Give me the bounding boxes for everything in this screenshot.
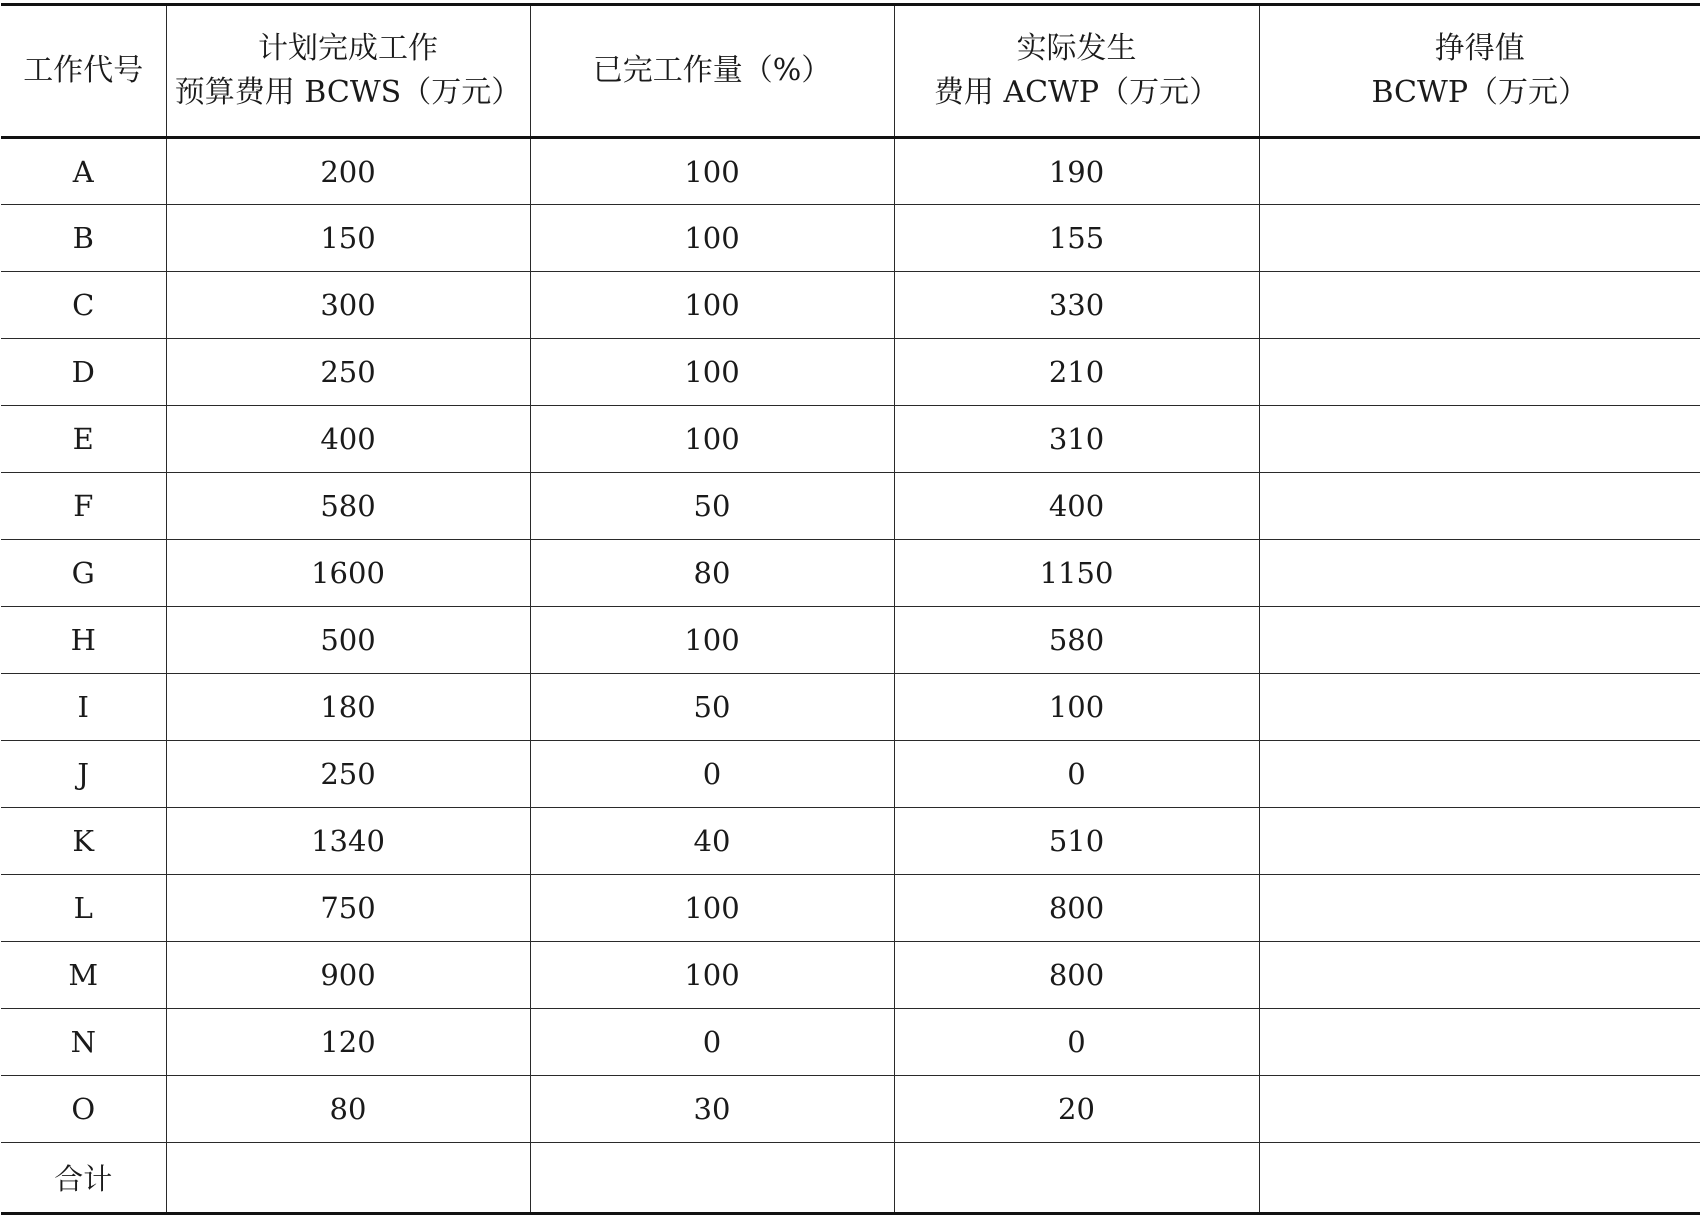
total-bcws-cell xyxy=(166,1143,530,1214)
completed-percent-cell: 0 xyxy=(530,741,894,808)
acwp-cell: 155 xyxy=(894,205,1259,272)
bcws-cell: 80 xyxy=(166,1076,530,1143)
bcws-cell: 250 xyxy=(166,339,530,406)
header-work-code xyxy=(1,5,166,138)
work-code-cell: F xyxy=(1,473,166,540)
bcwp-cell xyxy=(1259,1076,1700,1143)
bcws-cell: 1600 xyxy=(166,540,530,607)
acwp-cell: 400 xyxy=(894,473,1259,540)
bcwp-cell xyxy=(1259,540,1700,607)
table-row xyxy=(1,272,1700,339)
total-acwp-cell xyxy=(894,1143,1259,1214)
header-bcwp-line2: BCWP（万元） xyxy=(1371,75,1589,110)
table-row xyxy=(1,540,1700,607)
completed-percent-cell: 50 xyxy=(530,473,894,540)
work-code-cell: I xyxy=(1,674,166,741)
table-row xyxy=(1,205,1700,272)
bcwp-cell xyxy=(1259,138,1700,205)
work-code-cell: K xyxy=(1,808,166,875)
work-code-cell: B xyxy=(1,205,166,272)
completed-percent-cell: 100 xyxy=(530,607,894,674)
header-work-code-line1: 工作代号 xyxy=(23,53,144,88)
header-acwp xyxy=(894,5,1259,138)
work-code-cell: M xyxy=(1,942,166,1009)
table-row xyxy=(1,1009,1700,1076)
completed-percent-cell: 40 xyxy=(530,808,894,875)
table-row xyxy=(1,1076,1700,1143)
acwp-cell: 510 xyxy=(894,808,1259,875)
completed-percent-cell: 30 xyxy=(530,1076,894,1143)
header-acwp-line2: 费用 ACWP（万元） xyxy=(933,75,1220,110)
work-code-cell: O xyxy=(1,1076,166,1143)
bcws-cell: 580 xyxy=(166,473,530,540)
completed-percent-cell: 100 xyxy=(530,138,894,205)
earned-value-table xyxy=(1,3,1700,1215)
acwp-cell: 310 xyxy=(894,406,1259,473)
acwp-cell: 1150 xyxy=(894,540,1259,607)
header-bcws xyxy=(166,5,530,138)
acwp-cell: 0 xyxy=(894,1009,1259,1076)
work-code-cell: E xyxy=(1,406,166,473)
table-row xyxy=(1,406,1700,473)
acwp-cell: 20 xyxy=(894,1076,1259,1143)
header-bcws-line1: 计划完成工作 xyxy=(258,31,438,66)
bcwp-cell xyxy=(1259,607,1700,674)
table-row xyxy=(1,942,1700,1009)
table-row xyxy=(1,875,1700,942)
work-code-cell: C xyxy=(1,272,166,339)
bcwp-cell xyxy=(1259,674,1700,741)
table-row xyxy=(1,607,1700,674)
completed-percent-cell: 50 xyxy=(530,674,894,741)
acwp-cell: 190 xyxy=(894,138,1259,205)
bcws-cell: 750 xyxy=(166,875,530,942)
bcws-cell: 1340 xyxy=(166,808,530,875)
bcwp-cell xyxy=(1259,205,1700,272)
header-acwp-line1: 实际发生 xyxy=(1016,31,1137,66)
bcwp-cell xyxy=(1259,808,1700,875)
table-row xyxy=(1,473,1700,540)
header-bcwp-line1: 挣得值 xyxy=(1434,31,1525,66)
work-code-cell: H xyxy=(1,607,166,674)
bcwp-cell xyxy=(1259,875,1700,942)
bcws-cell: 500 xyxy=(166,607,530,674)
work-code-cell: A xyxy=(1,138,166,205)
table-row xyxy=(1,674,1700,741)
completed-percent-cell: 100 xyxy=(530,942,894,1009)
completed-percent-cell: 100 xyxy=(530,339,894,406)
total-bcwp-cell xyxy=(1259,1143,1700,1214)
completed-percent-cell: 100 xyxy=(530,205,894,272)
completed-percent-cell: 0 xyxy=(530,1009,894,1076)
completed-percent-cell: 100 xyxy=(530,272,894,339)
bcws-cell: 180 xyxy=(166,674,530,741)
bcws-cell: 300 xyxy=(166,272,530,339)
bcwp-cell xyxy=(1259,473,1700,540)
acwp-cell: 800 xyxy=(894,875,1259,942)
completed-percent-cell: 100 xyxy=(530,875,894,942)
header-completed-percent-line1: 已完工作量（%） xyxy=(592,53,832,88)
bcws-cell: 250 xyxy=(166,741,530,808)
work-code-cell: G xyxy=(1,540,166,607)
table-body xyxy=(1,138,1700,1214)
acwp-cell: 800 xyxy=(894,942,1259,1009)
table-row xyxy=(1,339,1700,406)
table-row xyxy=(1,138,1700,205)
bcws-cell: 900 xyxy=(166,942,530,1009)
table-row xyxy=(1,741,1700,808)
acwp-cell: 210 xyxy=(894,339,1259,406)
bcwp-cell xyxy=(1259,406,1700,473)
work-code-cell: J xyxy=(1,741,166,808)
acwp-cell: 100 xyxy=(894,674,1259,741)
bcwp-cell xyxy=(1259,272,1700,339)
completed-percent-cell: 100 xyxy=(530,406,894,473)
work-code-cell: L xyxy=(1,875,166,942)
header-bcwp xyxy=(1259,5,1700,138)
bcwp-cell xyxy=(1259,1009,1700,1076)
bcws-cell: 150 xyxy=(166,205,530,272)
bcwp-cell xyxy=(1259,741,1700,808)
acwp-cell: 330 xyxy=(894,272,1259,339)
total-label: 合计 xyxy=(1,1143,166,1214)
completed-percent-cell: 80 xyxy=(530,540,894,607)
table-row xyxy=(1,808,1700,875)
bcws-cell: 120 xyxy=(166,1009,530,1076)
bcws-cell: 200 xyxy=(166,138,530,205)
acwp-cell: 0 xyxy=(894,741,1259,808)
bcwp-cell xyxy=(1259,942,1700,1009)
table-header-row xyxy=(1,5,1700,138)
work-code-cell: D xyxy=(1,339,166,406)
header-bcws-line2: 预算费用 BCWS（万元） xyxy=(174,75,522,110)
work-code-cell: N xyxy=(1,1009,166,1076)
bcwp-cell xyxy=(1259,339,1700,406)
total-row xyxy=(1,1143,1700,1214)
total-pct-cell xyxy=(530,1143,894,1214)
acwp-cell: 580 xyxy=(894,607,1259,674)
bcws-cell: 400 xyxy=(166,406,530,473)
header-completed-percent xyxy=(530,5,894,138)
